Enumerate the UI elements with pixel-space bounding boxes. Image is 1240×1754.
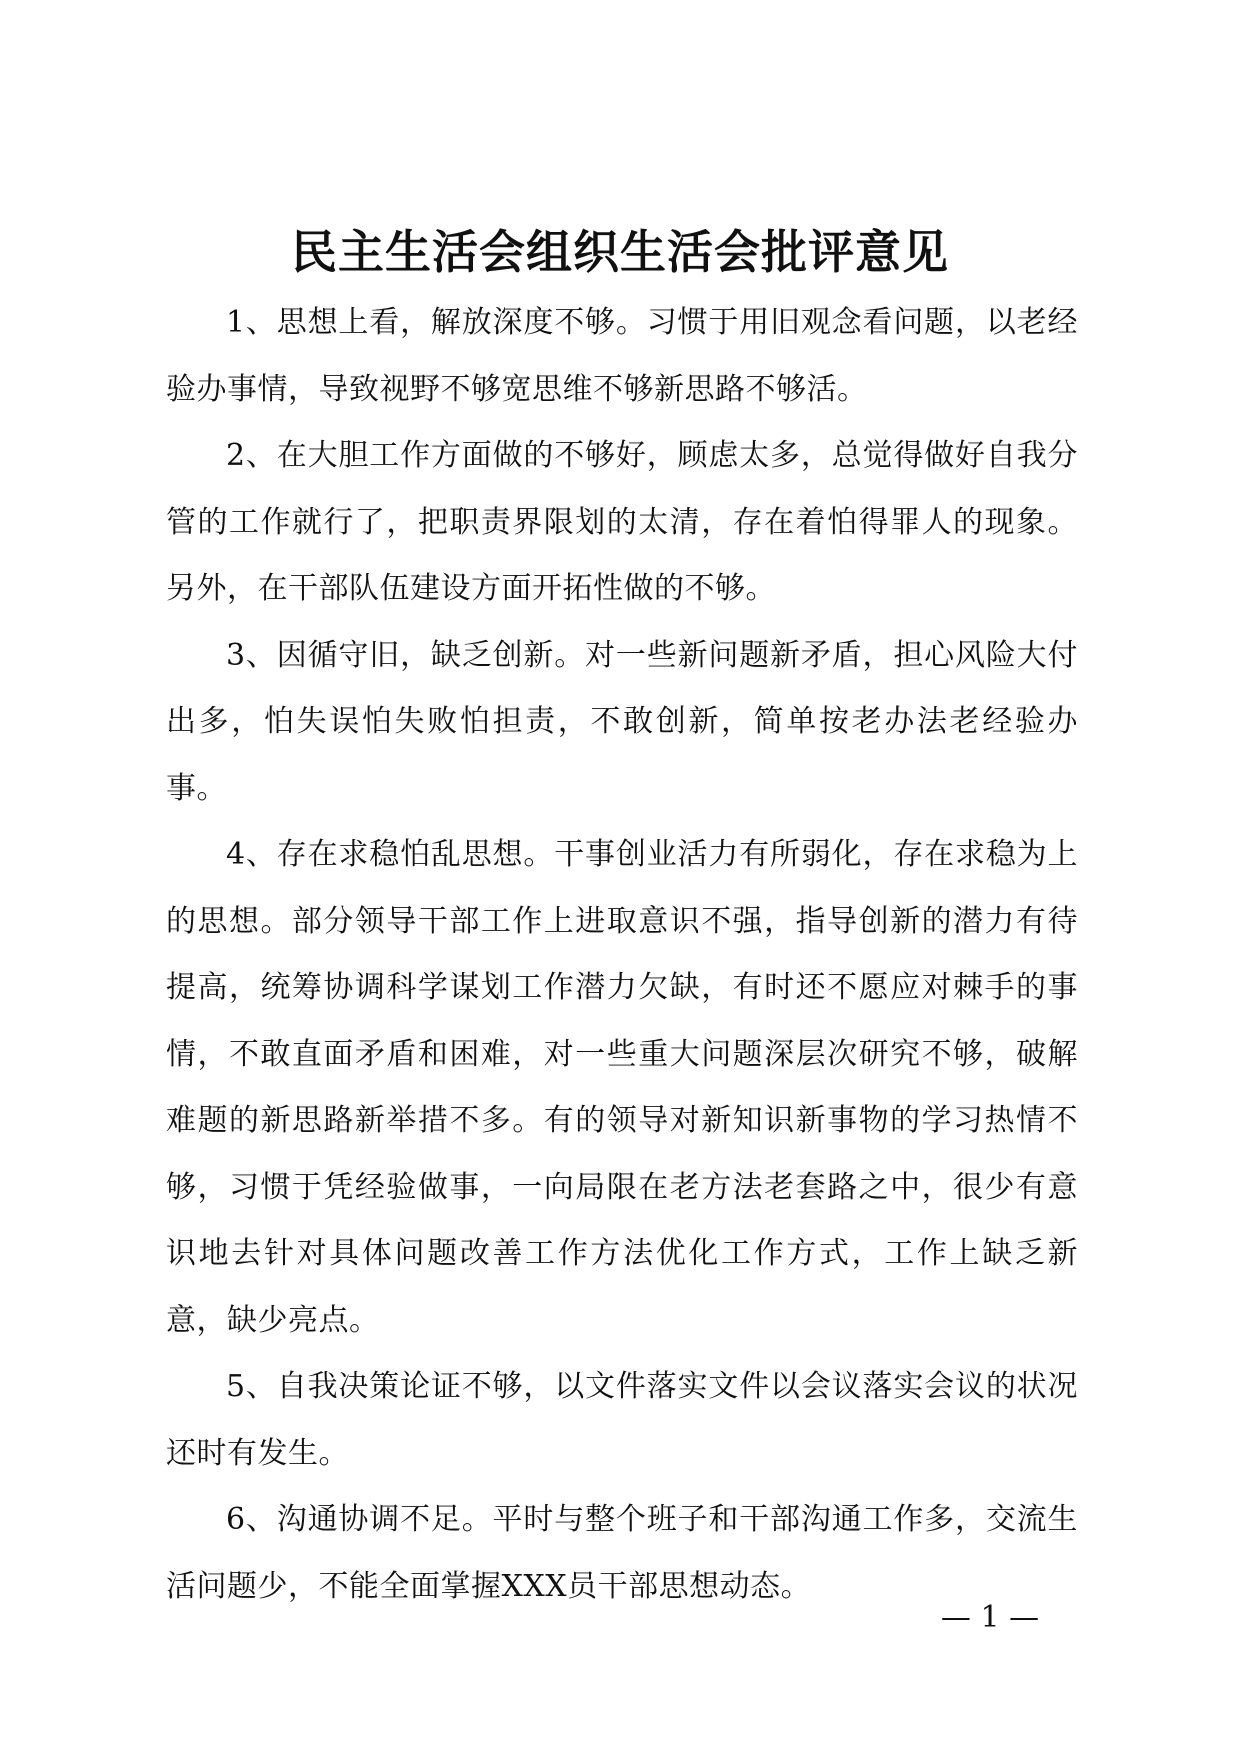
document-body (166, 290, 1078, 1620)
paragraph-4: 4、存在求稳怕乱思想。干事创业活力有所弱化，存在求稳为上的思想。部分领导干部工作上进取意识不强，指导创新的潜力有待提高，统筹协调科学谋划工作潜力欠缺，有时还不愿应对棘手的事情，不敢直面矛盾和困难，对一些重大问题深层次研究不够，破解难题的新思路新举措不多。有的领导对新知识新事物的学习热情不够，习惯于凭经验做事，一向局限在老方法老套路之中，很少有意识地去针对具体问题改善工作方法优化工作方式，工作上缺乏新意，缺少亮点。 (166, 837, 1078, 1338)
paragraph-3: 3、因循守旧，缺乏创新。对一些新问题新矛盾，担心风险大付出多，怕失误怕失败怕担责，不敢创新，简单按老办法老经验办事。 (166, 637, 1078, 806)
paragraph-6: 6、沟通协调不足。平时与整个班子和干部沟通工作多，交流生活问题少，不能全面掌握XXX员干部思想动态。 (166, 1502, 1078, 1604)
paragraph-5: 5、自我决策论证不够，以文件落实文件以会议落实会议的状况还时有发生。 (166, 1369, 1078, 1471)
paragraph-2: 2、在大胆工作方面做的不够好，顾虑太多，总觉得做好自我分管的工作就行了，把职责界限划的太清，存在着怕得罪人的现象。另外，在干部队伍建设方面开拓性做的不够。 (166, 438, 1078, 606)
page-number: — 1 — (940, 1600, 1040, 1635)
document-title: 民主生活会组织生活会批评意见 (291, 225, 949, 279)
paragraph-1: 1、思想上看，解放深度不够。习惯于用旧观念看问题，以老经验办事情，导致视野不够宽思维不够新思路不够活。 (166, 305, 1078, 407)
